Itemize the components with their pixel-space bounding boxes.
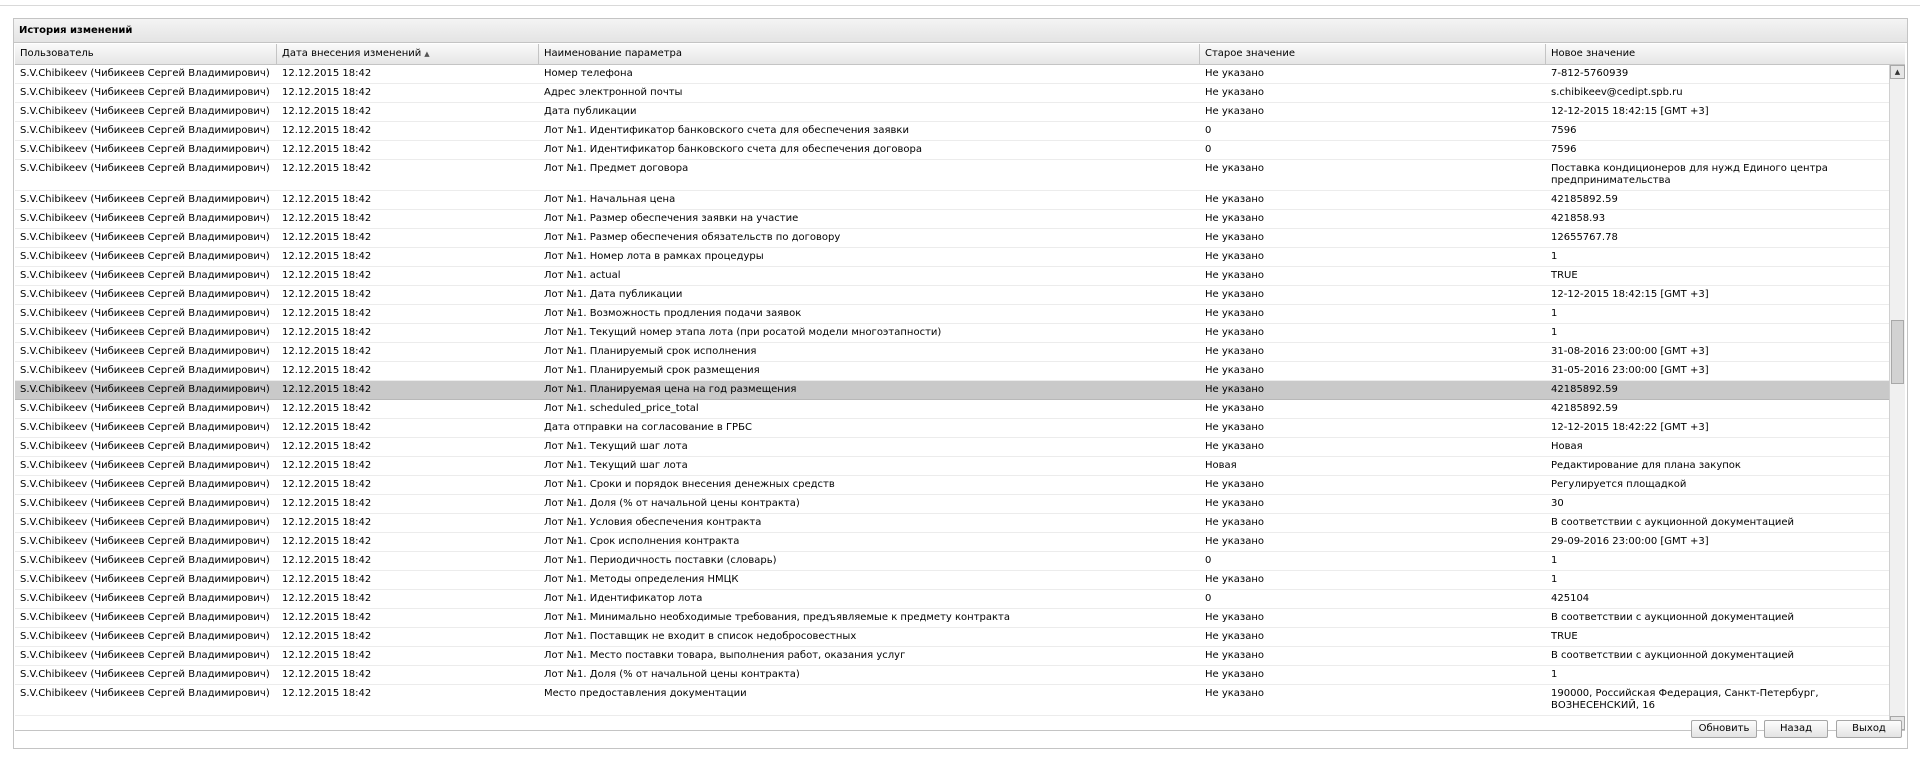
cell-user: S.V.Chibikeev (Чибикеев Сергей Владимирович): [20, 498, 270, 509]
cell-new-value: 1: [1551, 669, 1558, 680]
cell-new-value: 42185892.59: [1551, 384, 1618, 395]
cell-new-value: 1: [1551, 555, 1558, 566]
cell-parameter: Лот №1. scheduled_price_total: [544, 403, 699, 414]
cell-old-value: Не указано: [1205, 213, 1265, 224]
cell-user: S.V.Chibikeev (Чибикеев Сергей Владимирович): [20, 536, 270, 547]
table-row[interactable]: [15, 685, 1889, 716]
cell-date: 12.12.2015 18:42: [282, 144, 372, 155]
cell-old-value: 0: [1205, 555, 1212, 566]
cell-user: S.V.Chibikeev (Чибикеев Сергей Владимирович): [20, 384, 270, 395]
history-grid: [15, 44, 1905, 731]
cell-old-value: Новая: [1205, 460, 1237, 471]
cell-parameter: Лот №1. Условия обеспечения контракта: [544, 517, 762, 528]
cell-user: S.V.Chibikeev (Чибикеев Сергей Владимирович): [20, 144, 270, 155]
cell-old-value: Не указано: [1205, 441, 1265, 452]
cell-date: 12.12.2015 18:42: [282, 125, 372, 136]
cell-old-value: Не указано: [1205, 270, 1265, 281]
cell-user: S.V.Chibikeev (Чибикеев Сергей Владимирович): [20, 593, 270, 604]
cell-user: S.V.Chibikeev (Чибикеев Сергей Владимирович): [20, 163, 270, 174]
column-header-date-label: Дата внесения изменений: [282, 48, 422, 59]
table-row[interactable]: [15, 628, 1889, 647]
cell-date: 12.12.2015 18:42: [282, 498, 372, 509]
cell-user: S.V.Chibikeev (Чибикеев Сергей Владимирович): [20, 555, 270, 566]
cell-old-value: Не указано: [1205, 327, 1265, 338]
column-header-new-value[interactable]: [1546, 44, 1905, 64]
cell-parameter: Адрес электронной почты: [544, 87, 683, 98]
cell-user: S.V.Chibikeev (Чибикеев Сергей Владимирович): [20, 125, 270, 136]
cell-parameter: Лот №1. Текущий шаг лота: [544, 441, 688, 452]
cell-user: S.V.Chibikeev (Чибикеев Сергей Владимирович): [20, 650, 270, 661]
exit-button[interactable]: Выход: [1836, 720, 1902, 738]
cell-user: S.V.Chibikeev (Чибикеев Сергей Владимирович): [20, 517, 270, 528]
sort-ascending-icon: ▲: [424, 50, 430, 58]
table-row[interactable]: [15, 267, 1889, 286]
vertical-scrollbar[interactable]: [1889, 65, 1905, 730]
table-row[interactable]: [15, 160, 1889, 191]
cell-date: 12.12.2015 18:42: [282, 555, 372, 566]
cell-parameter: Лот №1. actual: [544, 270, 621, 281]
cell-date: 12.12.2015 18:42: [282, 106, 372, 117]
cell-parameter: Лот №1. Поставщик не входит в список недобросовестных: [544, 631, 857, 642]
cell-date: 12.12.2015 18:42: [282, 460, 372, 471]
cell-user: S.V.Chibikeev (Чибикеев Сергей Владимирович): [20, 308, 270, 319]
cell-date: 12.12.2015 18:42: [282, 365, 372, 376]
cell-user: S.V.Chibikeev (Чибикеев Сергей Владимирович): [20, 422, 270, 433]
table-row[interactable]: [15, 438, 1889, 457]
cell-parameter: Место предоставления документации: [544, 688, 747, 699]
cell-old-value: Не указано: [1205, 574, 1265, 585]
scroll-up-icon[interactable]: ▲: [1890, 65, 1905, 79]
cell-date: 12.12.2015 18:42: [282, 650, 372, 661]
cell-old-value: Не указано: [1205, 669, 1265, 680]
cell-new-value: 421858.93: [1551, 213, 1606, 224]
cell-parameter: Лот №1. Дата публикации: [544, 289, 683, 300]
table-row[interactable]: [15, 514, 1889, 533]
table-row[interactable]: [15, 229, 1889, 248]
cell-parameter: Лот №1. Планируемая цена на год размещения: [544, 384, 797, 395]
cell-date: 12.12.2015 18:42: [282, 213, 372, 224]
cell-date: 12.12.2015 18:42: [282, 232, 372, 243]
cell-parameter: Лот №1. Идентификатор банковского счета для обеспечения заявки: [544, 125, 909, 136]
column-header-old-value-label: Старое значение: [1205, 48, 1295, 59]
cell-old-value: Не указано: [1205, 422, 1265, 433]
cell-new-value: 42185892.59: [1551, 194, 1618, 205]
cell-date: 12.12.2015 18:42: [282, 422, 372, 433]
cell-old-value: Не указано: [1205, 650, 1265, 661]
cell-new-value: 12-12-2015 18:42:15 [GMT +3]: [1551, 289, 1709, 300]
cell-new-value: 29-09-2016 23:00:00 [GMT +3]: [1551, 536, 1709, 547]
cell-new-value: s.chibikeev@cedipt.spb.ru: [1551, 87, 1683, 98]
top-strip: [0, 0, 1920, 6]
table-row[interactable]: [15, 590, 1889, 609]
grid-header: [15, 44, 1905, 65]
cell-date: 12.12.2015 18:42: [282, 669, 372, 680]
cell-date: 12.12.2015 18:42: [282, 612, 372, 623]
cell-date: 12.12.2015 18:42: [282, 631, 372, 642]
cell-user: S.V.Chibikeev (Чибикеев Сергей Владимирович): [20, 631, 270, 642]
cell-date: 12.12.2015 18:42: [282, 346, 372, 357]
cell-old-value: Не указано: [1205, 479, 1265, 490]
table-row[interactable]: [15, 419, 1889, 438]
cell-old-value: Не указано: [1205, 384, 1265, 395]
cell-new-value: TRUE: [1551, 270, 1578, 281]
cell-date: 12.12.2015 18:42: [282, 87, 372, 98]
grid-body: [15, 65, 1889, 730]
cell-user: S.V.Chibikeev (Чибикеев Сергей Владимирович): [20, 194, 270, 205]
table-row[interactable]: [15, 191, 1889, 210]
table-row[interactable]: [15, 609, 1889, 628]
cell-date: 12.12.2015 18:42: [282, 574, 372, 585]
cell-old-value: 0: [1205, 593, 1212, 604]
cell-parameter: Лот №1. Идентификатор лота: [544, 593, 703, 604]
cell-parameter: Лот №1. Минимально необходимые требования, предъявляемые к предмету контракта: [544, 612, 1010, 623]
cell-old-value: Не указано: [1205, 346, 1265, 357]
cell-date: 12.12.2015 18:42: [282, 251, 372, 262]
cell-old-value: Не указано: [1205, 403, 1265, 414]
column-header-parameter[interactable]: [539, 44, 1200, 64]
cell-parameter: Лот №1. Начальная цена: [544, 194, 676, 205]
column-header-user[interactable]: [15, 44, 277, 64]
cell-date: 12.12.2015 18:42: [282, 68, 372, 79]
cell-date: 12.12.2015 18:42: [282, 593, 372, 604]
cell-date: 12.12.2015 18:42: [282, 384, 372, 395]
cell-new-value: TRUE: [1551, 631, 1578, 642]
cell-old-value: Не указано: [1205, 631, 1265, 642]
table-row[interactable]: [15, 305, 1889, 324]
back-button[interactable]: Назад: [1764, 720, 1828, 738]
cell-user: S.V.Chibikeev (Чибикеев Сергей Владимирович): [20, 574, 270, 585]
table-row[interactable]: [15, 141, 1889, 160]
table-row[interactable]: [15, 343, 1889, 362]
cell-old-value: Не указано: [1205, 194, 1265, 205]
cell-parameter: Лот №1. Размер обеспечения обязательств по договору: [544, 232, 841, 243]
cell-date: 12.12.2015 18:42: [282, 536, 372, 547]
cell-user: S.V.Chibikeev (Чибикеев Сергей Владимирович): [20, 68, 270, 79]
table-row[interactable]: [15, 552, 1889, 571]
cell-new-value: 7596: [1551, 144, 1577, 155]
cell-new-value: 30: [1551, 498, 1564, 509]
cell-new-value: Поставка кондиционеров для нужд Единого центра предпринимательства: [1551, 163, 1828, 186]
cell-user: S.V.Chibikeev (Чибикеев Сергей Владимирович): [20, 365, 270, 376]
cell-user: S.V.Chibikeev (Чибикеев Сергей Владимирович): [20, 441, 270, 452]
cell-user: S.V.Chibikeev (Чибикеев Сергей Владимирович): [20, 289, 270, 300]
cell-new-value: 190000, Российская Федерация, Санкт-Петербург, ВОЗНЕСЕНСКИЙ, 16: [1551, 688, 1819, 711]
table-row[interactable]: [15, 324, 1889, 343]
cell-date: 12.12.2015 18:42: [282, 270, 372, 281]
cell-parameter: Дата отправки на согласование в ГРБС: [544, 422, 752, 433]
cell-user: S.V.Chibikeev (Чибикеев Сергей Владимирович): [20, 403, 270, 414]
cell-old-value: Не указано: [1205, 251, 1265, 262]
table-row[interactable]: [15, 495, 1889, 514]
cell-parameter: Лот №1. Сроки и порядок внесения денежных средств: [544, 479, 835, 490]
cell-new-value: Редактирование для плана закупок: [1551, 460, 1741, 471]
cell-user: S.V.Chibikeev (Чибикеев Сергей Владимирович): [20, 213, 270, 224]
cell-user: S.V.Chibikeev (Чибикеев Сергей Владимирович): [20, 688, 270, 699]
cell-new-value: В соответствии с аукционной документацией: [1551, 650, 1795, 661]
cell-old-value: Не указано: [1205, 232, 1265, 243]
cell-date: 12.12.2015 18:42: [282, 688, 372, 699]
cell-parameter: Лот №1. Идентификатор банковского счета для обеспечения договора: [544, 144, 922, 155]
cell-old-value: Не указано: [1205, 517, 1265, 528]
cell-old-value: Не указано: [1205, 87, 1265, 98]
cell-new-value: 12-12-2015 18:42:15 [GMT +3]: [1551, 106, 1709, 117]
table-row[interactable]: [15, 84, 1889, 103]
cell-date: 12.12.2015 18:42: [282, 479, 372, 490]
cell-new-value: В соответствии с аукционной документацией: [1551, 517, 1795, 528]
history-panel: [13, 18, 1908, 749]
cell-parameter: Лот №1. Методы определения НМЦК: [544, 574, 739, 585]
cell-parameter: Лот №1. Планируемый срок размещения: [544, 365, 760, 376]
cell-parameter: Лот №1. Доля (% от начальной цены контракта): [544, 669, 800, 680]
table-row[interactable]: [15, 666, 1889, 685]
table-row[interactable]: [15, 286, 1889, 305]
cell-parameter: Номер телефона: [544, 68, 633, 79]
cell-user: S.V.Chibikeev (Чибикеев Сергей Владимирович): [20, 460, 270, 471]
cell-new-value: Регулируется площадкой: [1551, 479, 1687, 490]
table-row[interactable]: [15, 457, 1889, 476]
table-row[interactable]: [15, 65, 1889, 84]
cell-user: S.V.Chibikeev (Чибикеев Сергей Владимирович): [20, 270, 270, 281]
cell-new-value: 1: [1551, 327, 1558, 338]
cell-new-value: В соответствии с аукционной документацией: [1551, 612, 1795, 623]
scroll-thumb[interactable]: [1891, 320, 1904, 384]
cell-parameter: Лот №1. Место поставки товара, выполнения работ, оказания услуг: [544, 650, 906, 661]
cell-old-value: Не указано: [1205, 308, 1265, 319]
cell-parameter: Лот №1. Текущий шаг лота: [544, 460, 688, 471]
table-row[interactable]: [15, 103, 1889, 122]
cell-old-value: Не указано: [1205, 498, 1265, 509]
table-row[interactable]: [15, 476, 1889, 495]
cell-old-value: Не указано: [1205, 68, 1265, 79]
cell-user: S.V.Chibikeev (Чибикеев Сергей Владимирович): [20, 327, 270, 338]
cell-new-value: 425104: [1551, 593, 1590, 604]
cell-user: S.V.Chibikeev (Чибикеев Сергей Владимирович): [20, 479, 270, 490]
cell-user: S.V.Chibikeev (Чибикеев Сергей Владимирович): [20, 346, 270, 357]
cell-old-value: Не указано: [1205, 612, 1265, 623]
cell-parameter: Дата публикации: [544, 106, 637, 117]
cell-parameter: Лот №1. Планируемый срок исполнения: [544, 346, 757, 357]
cell-parameter: Лот №1. Доля (% от начальной цены контракта): [544, 498, 800, 509]
cell-old-value: Не указано: [1205, 688, 1265, 699]
cell-new-value: 7-812-5760939: [1551, 68, 1629, 79]
cell-new-value: Новая: [1551, 441, 1583, 452]
cell-new-value: 12655767.78: [1551, 232, 1618, 243]
cell-new-value: 31-05-2016 23:00:00 [GMT +3]: [1551, 365, 1709, 376]
table-row[interactable]: [15, 533, 1889, 552]
cell-parameter: Лот №1. Номер лота в рамках процедуры: [544, 251, 764, 262]
cell-user: S.V.Chibikeev (Чибикеев Сергей Владимирович): [20, 251, 270, 262]
column-header-old-value[interactable]: [1200, 44, 1546, 64]
refresh-button[interactable]: Обновить: [1691, 720, 1757, 738]
cell-parameter: Лот №1. Периодичность поставки (словарь): [544, 555, 777, 566]
cell-new-value: 1: [1551, 251, 1558, 262]
cell-date: 12.12.2015 18:42: [282, 327, 372, 338]
cell-user: S.V.Chibikeev (Чибикеев Сергей Владимирович): [20, 87, 270, 98]
cell-new-value: 1: [1551, 574, 1558, 585]
cell-date: 12.12.2015 18:42: [282, 289, 372, 300]
cell-new-value: 31-08-2016 23:00:00 [GMT +3]: [1551, 346, 1709, 357]
column-header-parameter-label: Наименование параметра: [544, 48, 683, 59]
cell-date: 12.12.2015 18:42: [282, 163, 372, 174]
cell-user: S.V.Chibikeev (Чибикеев Сергей Владимирович): [20, 232, 270, 243]
cell-new-value: 1: [1551, 308, 1558, 319]
table-row[interactable]: [15, 122, 1889, 141]
table-row[interactable]: [15, 400, 1889, 419]
cell-parameter: Лот №1. Срок исполнения контракта: [544, 536, 740, 547]
cell-user: S.V.Chibikeev (Чибикеев Сергей Владимирович): [20, 669, 270, 680]
cell-old-value: Не указано: [1205, 106, 1265, 117]
cell-new-value: 12-12-2015 18:42:22 [GMT +3]: [1551, 422, 1709, 433]
cell-old-value: Не указано: [1205, 536, 1265, 547]
cell-parameter: Лот №1. Текущий номер этапа лота (при росатой модели многоэтапности): [544, 327, 942, 338]
table-row[interactable]: [15, 210, 1889, 229]
cell-date: 12.12.2015 18:42: [282, 517, 372, 528]
table-row[interactable]: [15, 571, 1889, 590]
cell-new-value: 42185892.59: [1551, 403, 1618, 414]
cell-parameter: Лот №1. Возможность продления подачи заявок: [544, 308, 802, 319]
table-row[interactable]: [15, 362, 1889, 381]
panel-title: История изменений: [14, 19, 1907, 43]
cell-new-value: 7596: [1551, 125, 1577, 136]
cell-date: 12.12.2015 18:42: [282, 308, 372, 319]
cell-date: 12.12.2015 18:42: [282, 403, 372, 414]
cell-user: S.V.Chibikeev (Чибикеев Сергей Владимирович): [20, 106, 270, 117]
cell-user: S.V.Chibikeev (Чибикеев Сергей Владимирович): [20, 612, 270, 623]
cell-old-value: 0: [1205, 144, 1212, 155]
cell-date: 12.12.2015 18:42: [282, 194, 372, 205]
cell-old-value: Не указано: [1205, 365, 1265, 376]
table-row[interactable]: [15, 248, 1889, 267]
cell-old-value: 0: [1205, 125, 1212, 136]
table-row[interactable]: [15, 647, 1889, 666]
cell-old-value: Не указано: [1205, 163, 1265, 174]
cell-parameter: Лот №1. Размер обеспечения заявки на участие: [544, 213, 799, 224]
column-header-new-value-label: Новое значение: [1551, 48, 1636, 59]
column-header-user-label: Пользователь: [20, 48, 94, 59]
column-header-date[interactable]: [277, 44, 539, 64]
cell-date: 12.12.2015 18:42: [282, 441, 372, 452]
cell-parameter: Лот №1. Предмет договора: [544, 163, 689, 174]
table-row[interactable]: [15, 381, 1889, 400]
cell-old-value: Не указано: [1205, 289, 1265, 300]
